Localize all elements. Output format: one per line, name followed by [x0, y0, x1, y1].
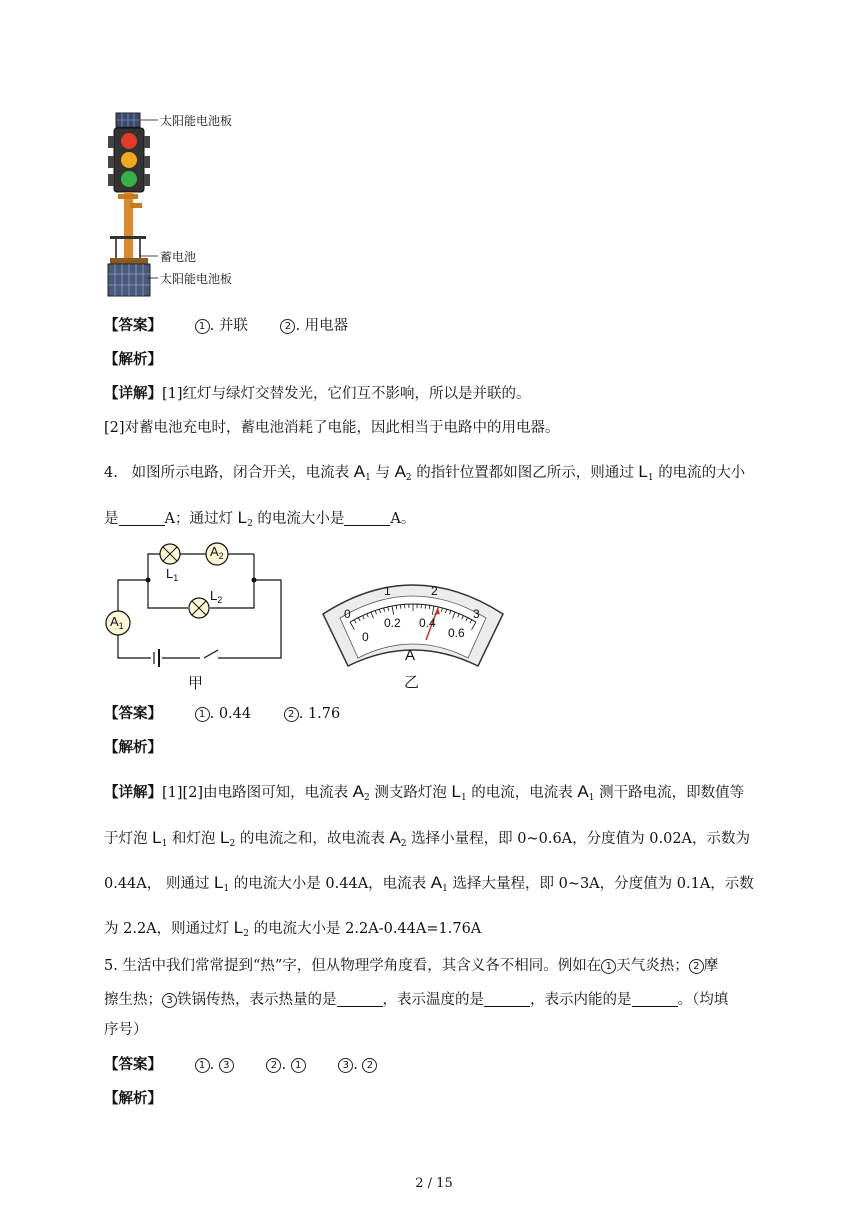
q3-detail-1 [104, 384, 531, 404]
subscript: 2 [217, 595, 223, 605]
circled-3: 3 [338, 1058, 353, 1073]
q4-detail-line3 [104, 873, 754, 899]
q4-stem-c: 的指针位置都如图乙所示，则通过 [416, 465, 634, 481]
answer-blank[interactable] [484, 992, 530, 1007]
symbol-L: L [237, 508, 248, 527]
q4-d3-a: 0.44A， 则通过 [104, 876, 210, 892]
subscript: 1 [365, 473, 371, 483]
q4-d3-b: 的电流大小是 0.44A，电流表 [233, 876, 427, 892]
answer-blank[interactable] [337, 992, 383, 1007]
q3-detail-2: [2]对蓄电池充电时，蓄电池消耗了电能，因此相当于电路中的用电器。 [104, 420, 560, 436]
circled-2: 2 [266, 1058, 281, 1073]
q4-d2-a: 于灯泡 [104, 831, 148, 847]
traffic-light-figure [100, 108, 260, 300]
circled-1: 1 [195, 1058, 210, 1073]
q4-analysis-tag: 【解析】 [104, 739, 162, 756]
symbol-A: A [430, 873, 443, 892]
q5-line1-a: 生活中我们常常提到“热”字，但从物理学角度看，其含义各不相同。例如在 [122, 958, 602, 974]
dial-bottom-tick-label: 0.6 [448, 626, 465, 640]
q4-d2-d: 选择小量程，即 0~0.6A，分度值为 0.02A，示数为 [411, 831, 751, 847]
circled-1: 1 [291, 1058, 306, 1073]
subscript: 2 [218, 551, 224, 561]
q4-stem-d: 的电流的大小 [658, 465, 746, 481]
subscript: 1 [588, 793, 595, 803]
subscript: 2 [364, 793, 370, 803]
q4-d2-c: 的电流之和，故电流表 [239, 831, 385, 847]
dial-bottom-tick-label: 0.2 [384, 616, 401, 630]
q5-line2-e: 。（均填 [677, 992, 729, 1008]
label-L2 [210, 588, 222, 605]
circuit-diagram [100, 536, 300, 696]
figure-label-jia: 甲 [188, 674, 204, 692]
symbol-A: A [389, 828, 401, 847]
q5-line2-c: ，表示温度的是 [382, 992, 484, 1008]
q4-d1-a: [1][2]由电路图可知，电流表 [162, 785, 349, 801]
subscript: 2 [247, 519, 253, 529]
q5-line2-d: ，表示内能的是 [530, 992, 632, 1008]
answer-blank[interactable] [119, 511, 165, 526]
subscript: 1 [442, 884, 448, 894]
label-battery: 蓄电池 [160, 250, 197, 264]
answer-tag: 【答案】 [104, 705, 162, 722]
circled-2: 2 [280, 319, 295, 334]
q5-answer-line [104, 1055, 377, 1075]
label-solar-panel-top: 太阳能电池板 [160, 114, 233, 128]
circled-2: 2 [362, 1058, 377, 1073]
subscript: 1 [118, 621, 124, 631]
circled-2: 2 [284, 707, 299, 722]
label-solar-panel-bottom: 太阳能电池板 [160, 272, 233, 286]
figure-label-yi: 乙 [404, 673, 420, 691]
circled-1: 1 [195, 319, 210, 334]
q4-answer-1: . 0.44 [209, 706, 252, 722]
subscript: 1 [161, 839, 168, 849]
circled-2: 2 [689, 959, 704, 974]
q4-stem-g: 的电流大小是 [257, 511, 345, 527]
q3-detail-1-text: [1]红灯与绿灯交替发光，它们互不影响，所以是并联的。 [162, 386, 531, 402]
q5-number: 5. [104, 958, 118, 974]
symbol-A: A [353, 462, 366, 481]
q4-d3-c: 选择大量程，即 0~3A，分度值为 0.1A，示数 [452, 876, 754, 892]
symbol-L: L [233, 918, 244, 937]
q4-detail-line4 [104, 918, 481, 944]
q5-line2-b: 铁锅传热，表示热量的是 [177, 992, 337, 1008]
q5-answer-3: . [353, 1057, 363, 1073]
page-number: 2 / 15 [415, 1176, 453, 1191]
circled-3: 3 [219, 1058, 234, 1073]
q4-stem-line2 [104, 508, 415, 534]
dial-unit: A [405, 647, 416, 664]
symbol-L: L [152, 828, 162, 847]
q4-stem-f: A；通过灯 [164, 511, 233, 527]
subscript: 1 [223, 884, 230, 894]
symbol-L: L [451, 782, 461, 801]
subscript: 1 [647, 473, 654, 483]
ammeter-dial [318, 574, 508, 694]
q5-analysis-tag: 【解析】 [104, 1090, 162, 1107]
subscript: 2 [400, 839, 407, 849]
q4-stem-a: 如图所示电路，闭合开关，电流表 [131, 465, 350, 481]
subscript: 2 [405, 473, 412, 483]
symbol-L: L [220, 828, 230, 847]
subscript: 1 [173, 573, 179, 583]
q3-answer-line [104, 316, 348, 336]
q4-stem-line1 [104, 462, 745, 488]
q4-d1-b: 测支路灯泡 [374, 785, 447, 801]
q3-analysis-tag: 【解析】 [104, 351, 162, 368]
answer-tag: 【答案】 [104, 1056, 162, 1073]
q5-answer-2: . [281, 1057, 291, 1073]
dial-bottom-tick-label: 0.4 [419, 616, 436, 630]
circled-1: 1 [195, 707, 210, 722]
detail-tag: 【详解】 [104, 784, 162, 801]
label-A1 [110, 614, 124, 631]
q5-answer-1: . [209, 1057, 219, 1073]
q4-d1-c: 的电流，电流表 [471, 785, 573, 801]
dial-top-tick-label: 2 [431, 584, 438, 598]
q4-d1-d: 测干路电流，即数值等 [599, 785, 745, 801]
symbol-A: A [352, 782, 365, 801]
circled-3: 3 [162, 993, 177, 1008]
q5-line2 [104, 990, 728, 1010]
q4-number: 4. [104, 465, 118, 481]
q4-detail-line1 [104, 782, 744, 808]
symbol-A: A [110, 614, 119, 629]
answer-tag: 【答案】 [104, 317, 162, 334]
subscript: 2 [243, 929, 249, 939]
answer-blank[interactable] [632, 992, 678, 1007]
dial-top-tick-label: 0 [344, 607, 351, 621]
q5-line2-a: 擦生热； [104, 992, 162, 1008]
q4-stem-h: A。 [390, 511, 416, 527]
q3-answer-2: . 用电器 [295, 318, 349, 334]
q5-line1-b: 天气炎热； [616, 958, 689, 974]
subscript: 2 [229, 839, 236, 849]
q4-answer-2: . 1.76 [298, 706, 341, 722]
symbol-A: A [394, 462, 406, 481]
symbol-A: A [577, 782, 589, 801]
q4-detail-line2 [104, 828, 750, 854]
label-L1 [166, 566, 178, 583]
symbol-L: L [638, 462, 648, 481]
dial-bottom-tick-label: 0 [362, 630, 369, 644]
q5-line3: 序号） [104, 1022, 148, 1038]
subscript: 1 [460, 793, 467, 803]
q4-stem-b: 与 [375, 465, 390, 481]
q4-d2-b: 和灯泡 [171, 831, 216, 847]
dial-top-tick-label: 1 [384, 584, 391, 598]
answer-blank[interactable] [344, 511, 390, 526]
q5-line1 [104, 956, 718, 976]
q3-answer-1: . 并联 [209, 318, 248, 334]
detail-tag: 【详解】 [104, 385, 162, 402]
q5-line1-c: 摩 [703, 958, 719, 974]
q4-d4-a: 为 2.2A，则通过灯 [104, 921, 230, 937]
symbol-A: A [210, 544, 219, 559]
q4-d4-b: 的电流大小是 2.2A-0.44A=1.76A [253, 921, 482, 937]
symbol-L: L [213, 873, 224, 892]
circled-1: 1 [601, 959, 616, 974]
symbol-L: L [166, 566, 174, 581]
symbol-L: L [210, 588, 218, 603]
q4-stem-e: 是 [104, 511, 119, 527]
q4-answer-line [104, 704, 340, 724]
dial-top-tick-label: 3 [473, 607, 480, 621]
label-A2 [210, 544, 224, 561]
